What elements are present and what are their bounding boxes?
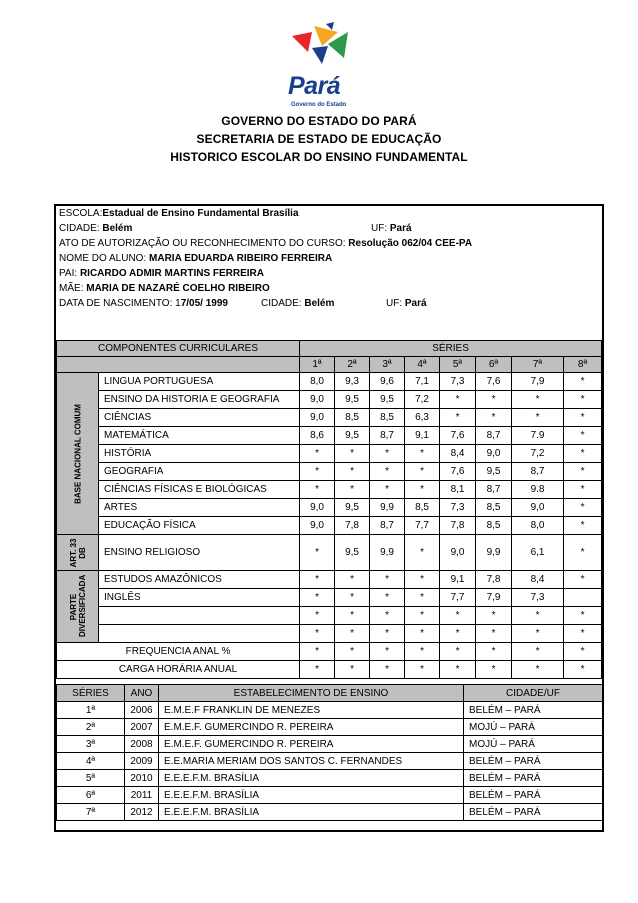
grade-cell: 7,3 (440, 499, 476, 517)
grade-cell: * (405, 571, 440, 589)
school-serie: 3ª (57, 736, 125, 753)
grade-cell: 7,8 (440, 517, 476, 535)
school-row (57, 736, 603, 753)
grade-cell: * (564, 445, 602, 463)
schools-table (56, 684, 603, 821)
school-serie: 1ª (57, 702, 125, 719)
grade-cell: * (440, 625, 476, 643)
grade-cell: * (300, 571, 335, 589)
grade-cell: * (440, 409, 476, 427)
workload-row (57, 661, 602, 679)
series-col-8: 8ª (564, 357, 602, 373)
header-line-2: SECRETARIA DE ESTADO DE EDUCAÇÃO (196, 132, 442, 146)
grade-cell: * (564, 625, 602, 643)
grade-cell: 7,2 (405, 391, 440, 409)
grade-cell: * (564, 643, 602, 661)
grade-cell: * (512, 643, 564, 661)
grade-row (57, 427, 602, 445)
school-name: E.M.E.F. GUMERCINDO R. PEREIRA (159, 736, 464, 753)
grade-cell: * (476, 643, 512, 661)
grade-cell: * (300, 535, 335, 571)
grade-row (57, 607, 602, 625)
nascimento-line: DATA DE NASCIMENTO: 17/05/ 1999 (59, 298, 228, 309)
grade-cell: 7,6 (440, 427, 476, 445)
school-serie: 2ª (57, 719, 125, 736)
grade-cell: 8,7 (370, 427, 405, 445)
subject-name (99, 607, 300, 625)
school-ano: 2010 (125, 770, 159, 787)
grade-cell: 9,9 (476, 535, 512, 571)
school-serie: 6ª (57, 787, 125, 804)
grade-cell: * (300, 445, 335, 463)
grade-cell: 9,9 (370, 499, 405, 517)
school-row (57, 787, 603, 804)
grade-cell: 8,7 (370, 517, 405, 535)
grade-cell: * (440, 643, 476, 661)
frequency-row (57, 643, 602, 661)
grade-cell: * (512, 625, 564, 643)
grade-cell: 9,1 (440, 571, 476, 589)
series-col-7: 7ª (512, 357, 564, 373)
grade-cell: * (300, 643, 335, 661)
grade-row (57, 517, 602, 535)
grade-cell: * (405, 589, 440, 607)
grade-cell: 9,0 (476, 445, 512, 463)
grade-cell: 9.8 (512, 481, 564, 499)
subject-name: EDUCAÇÃO FÍSICA (99, 517, 300, 535)
subject-name: INGLÊS (99, 589, 300, 607)
grade-cell: 7,8 (476, 571, 512, 589)
aluno-line: NOME DO ALUNO: MARIA EDUARDA RIBEIRO FERREIRA (59, 253, 333, 264)
grade-cell: 9,5 (476, 463, 512, 481)
grade-cell: * (564, 607, 602, 625)
grade-cell: 7.9 (512, 427, 564, 445)
grade-row (57, 589, 602, 607)
grade-cell: * (370, 625, 405, 643)
grade-cell: 9,0 (512, 499, 564, 517)
grade-cell: 9,9 (370, 535, 405, 571)
grade-cell: * (405, 445, 440, 463)
subject-name: HISTÓRIA (99, 445, 300, 463)
subject-name: ESTUDOS AMAZÔNICOS (99, 571, 300, 589)
grade-cell: * (300, 625, 335, 643)
grade-cell: 8,6 (300, 427, 335, 445)
document-header (0, 112, 638, 166)
grade-cell: * (335, 643, 370, 661)
grade-cell: 8,0 (300, 373, 335, 391)
grade-cell: * (476, 409, 512, 427)
school-row (57, 719, 603, 736)
grade-cell: * (564, 463, 602, 481)
grade-cell: 7,9 (512, 373, 564, 391)
series-col-5: 5ª (440, 357, 476, 373)
grade-cell: * (564, 481, 602, 499)
series-col-4: 4ª (405, 357, 440, 373)
group-base-nacional (57, 373, 99, 535)
grade-cell: 8,7 (512, 463, 564, 481)
grade-cell: * (335, 571, 370, 589)
grade-cell: * (564, 535, 602, 571)
grade-cell: 7,7 (405, 517, 440, 535)
grade-cell: * (564, 661, 602, 679)
grade-cell: * (440, 607, 476, 625)
nascimento-cidade-line: CIDADE: Belém (261, 298, 335, 309)
cidade-line: CIDADE: Belém (59, 223, 133, 234)
school-row (57, 702, 603, 719)
grade-cell: 8,5 (476, 517, 512, 535)
school-name: E.E.E.F.M. BRASÍLIA (159, 770, 464, 787)
grade-row (57, 463, 602, 481)
grade-cell: * (370, 643, 405, 661)
grade-cell: * (335, 607, 370, 625)
grade-row (57, 499, 602, 517)
grade-row (57, 373, 602, 391)
grade-cell: 8,4 (440, 445, 476, 463)
subject-name: ARTES (99, 499, 300, 517)
grade-row (57, 571, 602, 589)
grade-cell: * (335, 481, 370, 499)
grade-cell: 9,0 (300, 409, 335, 427)
grade-cell: * (370, 445, 405, 463)
grade-cell: * (370, 481, 405, 499)
series-spacer (57, 357, 300, 373)
grade-cell: 7,2 (512, 445, 564, 463)
grade-cell: 7,1 (405, 373, 440, 391)
school-city: BELÉM – PARÁ (464, 753, 603, 770)
grade-cell: * (564, 427, 602, 445)
grade-cell: * (512, 607, 564, 625)
schools-header-estab: ESTABELECIMENTO DE ENSINO (159, 685, 464, 702)
school-city: BELÉM – PARÁ (464, 787, 603, 804)
grade-cell: 9,0 (300, 499, 335, 517)
grade-cell: 9,5 (335, 427, 370, 445)
grade-cell: * (335, 445, 370, 463)
school-row (57, 770, 603, 787)
grade-cell: 8,5 (405, 499, 440, 517)
subject-name: MATEMÁTICA (99, 427, 300, 445)
grade-cell: 9,0 (300, 517, 335, 535)
escola-line: ESCOLA:Estadual de Ensino Fundamental Brasília (59, 208, 299, 219)
grade-cell: * (476, 625, 512, 643)
school-name: E.E.E.F.M. BRASÍLIA (159, 787, 464, 804)
subject-name: LINGUA PORTUGUESA (99, 373, 300, 391)
grade-cell: 7,6 (476, 373, 512, 391)
grade-row (57, 481, 602, 499)
grade-cell: * (300, 607, 335, 625)
series-header: SÉRIES (300, 341, 602, 357)
school-row (57, 804, 603, 821)
grade-cell: * (370, 607, 405, 625)
school-city: BELÉM – PARÁ (464, 702, 603, 719)
grade-cell: 9,1 (405, 427, 440, 445)
grade-cell: 9,5 (335, 499, 370, 517)
grade-cell: 9,6 (370, 373, 405, 391)
grade-cell: * (405, 535, 440, 571)
nascimento-uf-line: UF: Pará (386, 298, 427, 309)
school-serie: 4ª (57, 753, 125, 770)
ato-line: ATO DE AUTORIZAÇÃO OU RECONHECIMENTO DO CURSO: Resolução 062/04 CEE-PA (59, 238, 473, 249)
grade-cell: 7,8 (335, 517, 370, 535)
grade-row (57, 625, 602, 643)
grades-table (56, 340, 602, 679)
school-name: E.M.E.F. GUMERCINDO R. PEREIRA (159, 719, 464, 736)
grade-cell (564, 589, 602, 607)
grade-cell: * (564, 571, 602, 589)
schools-header-ano: ANO (125, 685, 159, 702)
group-parte-diversificada (57, 571, 99, 643)
subject-name: ENSINO RELIGIOSO (99, 535, 300, 571)
grade-cell: * (476, 607, 512, 625)
uf-line: UF: Pará (371, 223, 412, 234)
frequency-row-label: FREQUENCIA ANAL % (57, 643, 300, 661)
grade-cell: 8,0 (512, 517, 564, 535)
grade-cell: 8,5 (335, 409, 370, 427)
group-parte-label: PARTE DIVERSIFICADA (68, 574, 87, 637)
school-city: BELÉM – PARÁ (464, 804, 603, 821)
group-art-label: ART. 33 DB (68, 538, 87, 567)
schools-header-cidade: CIDADE/UF (464, 685, 603, 702)
series-col-3: 3ª (370, 357, 405, 373)
subject-name: ENSINO DA HISTORIA E GEOGRAFIA (99, 391, 300, 409)
school-row (57, 753, 603, 770)
series-col-2: 2ª (335, 357, 370, 373)
school-ano: 2009 (125, 753, 159, 770)
logo-emblem-icon (282, 22, 372, 77)
grade-cell: 8,4 (512, 571, 564, 589)
grade-cell: 9,5 (335, 391, 370, 409)
series-numbers-row (57, 357, 602, 373)
school-serie: 5ª (57, 770, 125, 787)
grade-cell: * (512, 661, 564, 679)
grade-cell: 9,3 (335, 373, 370, 391)
grade-cell: * (405, 607, 440, 625)
grade-cell: 8,7 (476, 427, 512, 445)
grade-cell: * (405, 463, 440, 481)
components-header: COMPONENTES CURRICULARES (57, 341, 300, 357)
school-ano: 2007 (125, 719, 159, 736)
school-city: MOJÚ – PARÁ (464, 719, 603, 736)
header-line-1: GOVERNO DO ESTADO DO PARÁ (221, 114, 417, 128)
grade-cell: * (335, 661, 370, 679)
grade-row (57, 445, 602, 463)
grade-row (57, 535, 602, 571)
grade-cell: 9,5 (335, 535, 370, 571)
grade-cell: 7,6 (440, 463, 476, 481)
grade-cell: * (405, 643, 440, 661)
pai-line: PAI: RICARDO ADMIR MARTINS FERREIRA (59, 268, 265, 279)
subject-name: CIÊNCIAS FÍSICAS E BIOLÓGICAS (99, 481, 300, 499)
grade-cell: 9,5 (370, 391, 405, 409)
grade-cell: * (300, 481, 335, 499)
subject-name (99, 625, 300, 643)
para-logo (282, 22, 372, 112)
grade-cell: 6,3 (405, 409, 440, 427)
logo-subtitle: Governo do Estado (291, 102, 347, 108)
school-name: E.M.E.F FRANKLIN DE MENEZES (159, 702, 464, 719)
grade-cell: * (335, 463, 370, 481)
grade-cell: * (476, 661, 512, 679)
grade-row (57, 391, 602, 409)
grade-cell: * (476, 391, 512, 409)
school-serie: 7ª (57, 804, 125, 821)
grade-cell: * (370, 571, 405, 589)
school-city: MOJÚ – PARÁ (464, 736, 603, 753)
grade-cell: 8,5 (476, 499, 512, 517)
grade-cell: 7,3 (440, 373, 476, 391)
grade-cell: 9,0 (300, 391, 335, 409)
school-ano: 2012 (125, 804, 159, 821)
series-col-1: 1ª (300, 357, 335, 373)
grade-cell: * (300, 589, 335, 607)
grade-row (57, 409, 602, 427)
grade-cell: * (440, 661, 476, 679)
grade-cell: 9,0 (440, 535, 476, 571)
grade-cell: * (564, 517, 602, 535)
series-col-6: 6ª (476, 357, 512, 373)
subject-name: CIÊNCIAS (99, 409, 300, 427)
grade-cell: * (440, 391, 476, 409)
grade-cell: * (512, 391, 564, 409)
school-name: E.E.MARIA MERIAM DOS SANTOS C. FERNANDES (159, 753, 464, 770)
grade-cell: * (370, 589, 405, 607)
grade-cell: 6,1 (512, 535, 564, 571)
grade-cell: 7,9 (476, 589, 512, 607)
grade-cell: * (335, 589, 370, 607)
grade-cell: 7,7 (440, 589, 476, 607)
grade-cell: * (370, 463, 405, 481)
grade-cell: * (405, 625, 440, 643)
grade-cell: * (512, 409, 564, 427)
grade-cell: * (335, 625, 370, 643)
school-city: BELÉM – PARÁ (464, 770, 603, 787)
grade-cell: * (564, 373, 602, 391)
grade-cell: 7,3 (512, 589, 564, 607)
grade-cell: * (564, 391, 602, 409)
header-line-3: HISTORICO ESCOLAR DO ENSINO FUNDAMENTAL (170, 150, 468, 164)
group-base-label: BASE NACIONAL COMUM (73, 403, 82, 504)
workload-row-label: CARGA HORÁRIA ANUAL (57, 661, 300, 679)
grade-cell: 8,5 (370, 409, 405, 427)
grade-cell: * (370, 661, 405, 679)
school-ano: 2006 (125, 702, 159, 719)
subject-name: GEOGRAFIA (99, 463, 300, 481)
schools-header-series: SÉRIES (57, 685, 125, 702)
logo-wordmark: Pará (288, 72, 341, 100)
group-art-33 (57, 535, 99, 571)
grade-cell: * (564, 499, 602, 517)
grade-cell: * (405, 661, 440, 679)
grade-cell: * (300, 661, 335, 679)
grade-cell: * (405, 481, 440, 499)
school-ano: 2011 (125, 787, 159, 804)
school-ano: 2008 (125, 736, 159, 753)
grade-cell: 8,7 (476, 481, 512, 499)
grade-cell: * (300, 463, 335, 481)
grade-cell: 8,1 (440, 481, 476, 499)
grade-cell: * (564, 409, 602, 427)
mae-line: MÃE: MARIA DE NAZARÉ COELHO RIBEIRO (59, 283, 270, 294)
school-name: E.E.E.F.M. BRASÍLIA (159, 804, 464, 821)
